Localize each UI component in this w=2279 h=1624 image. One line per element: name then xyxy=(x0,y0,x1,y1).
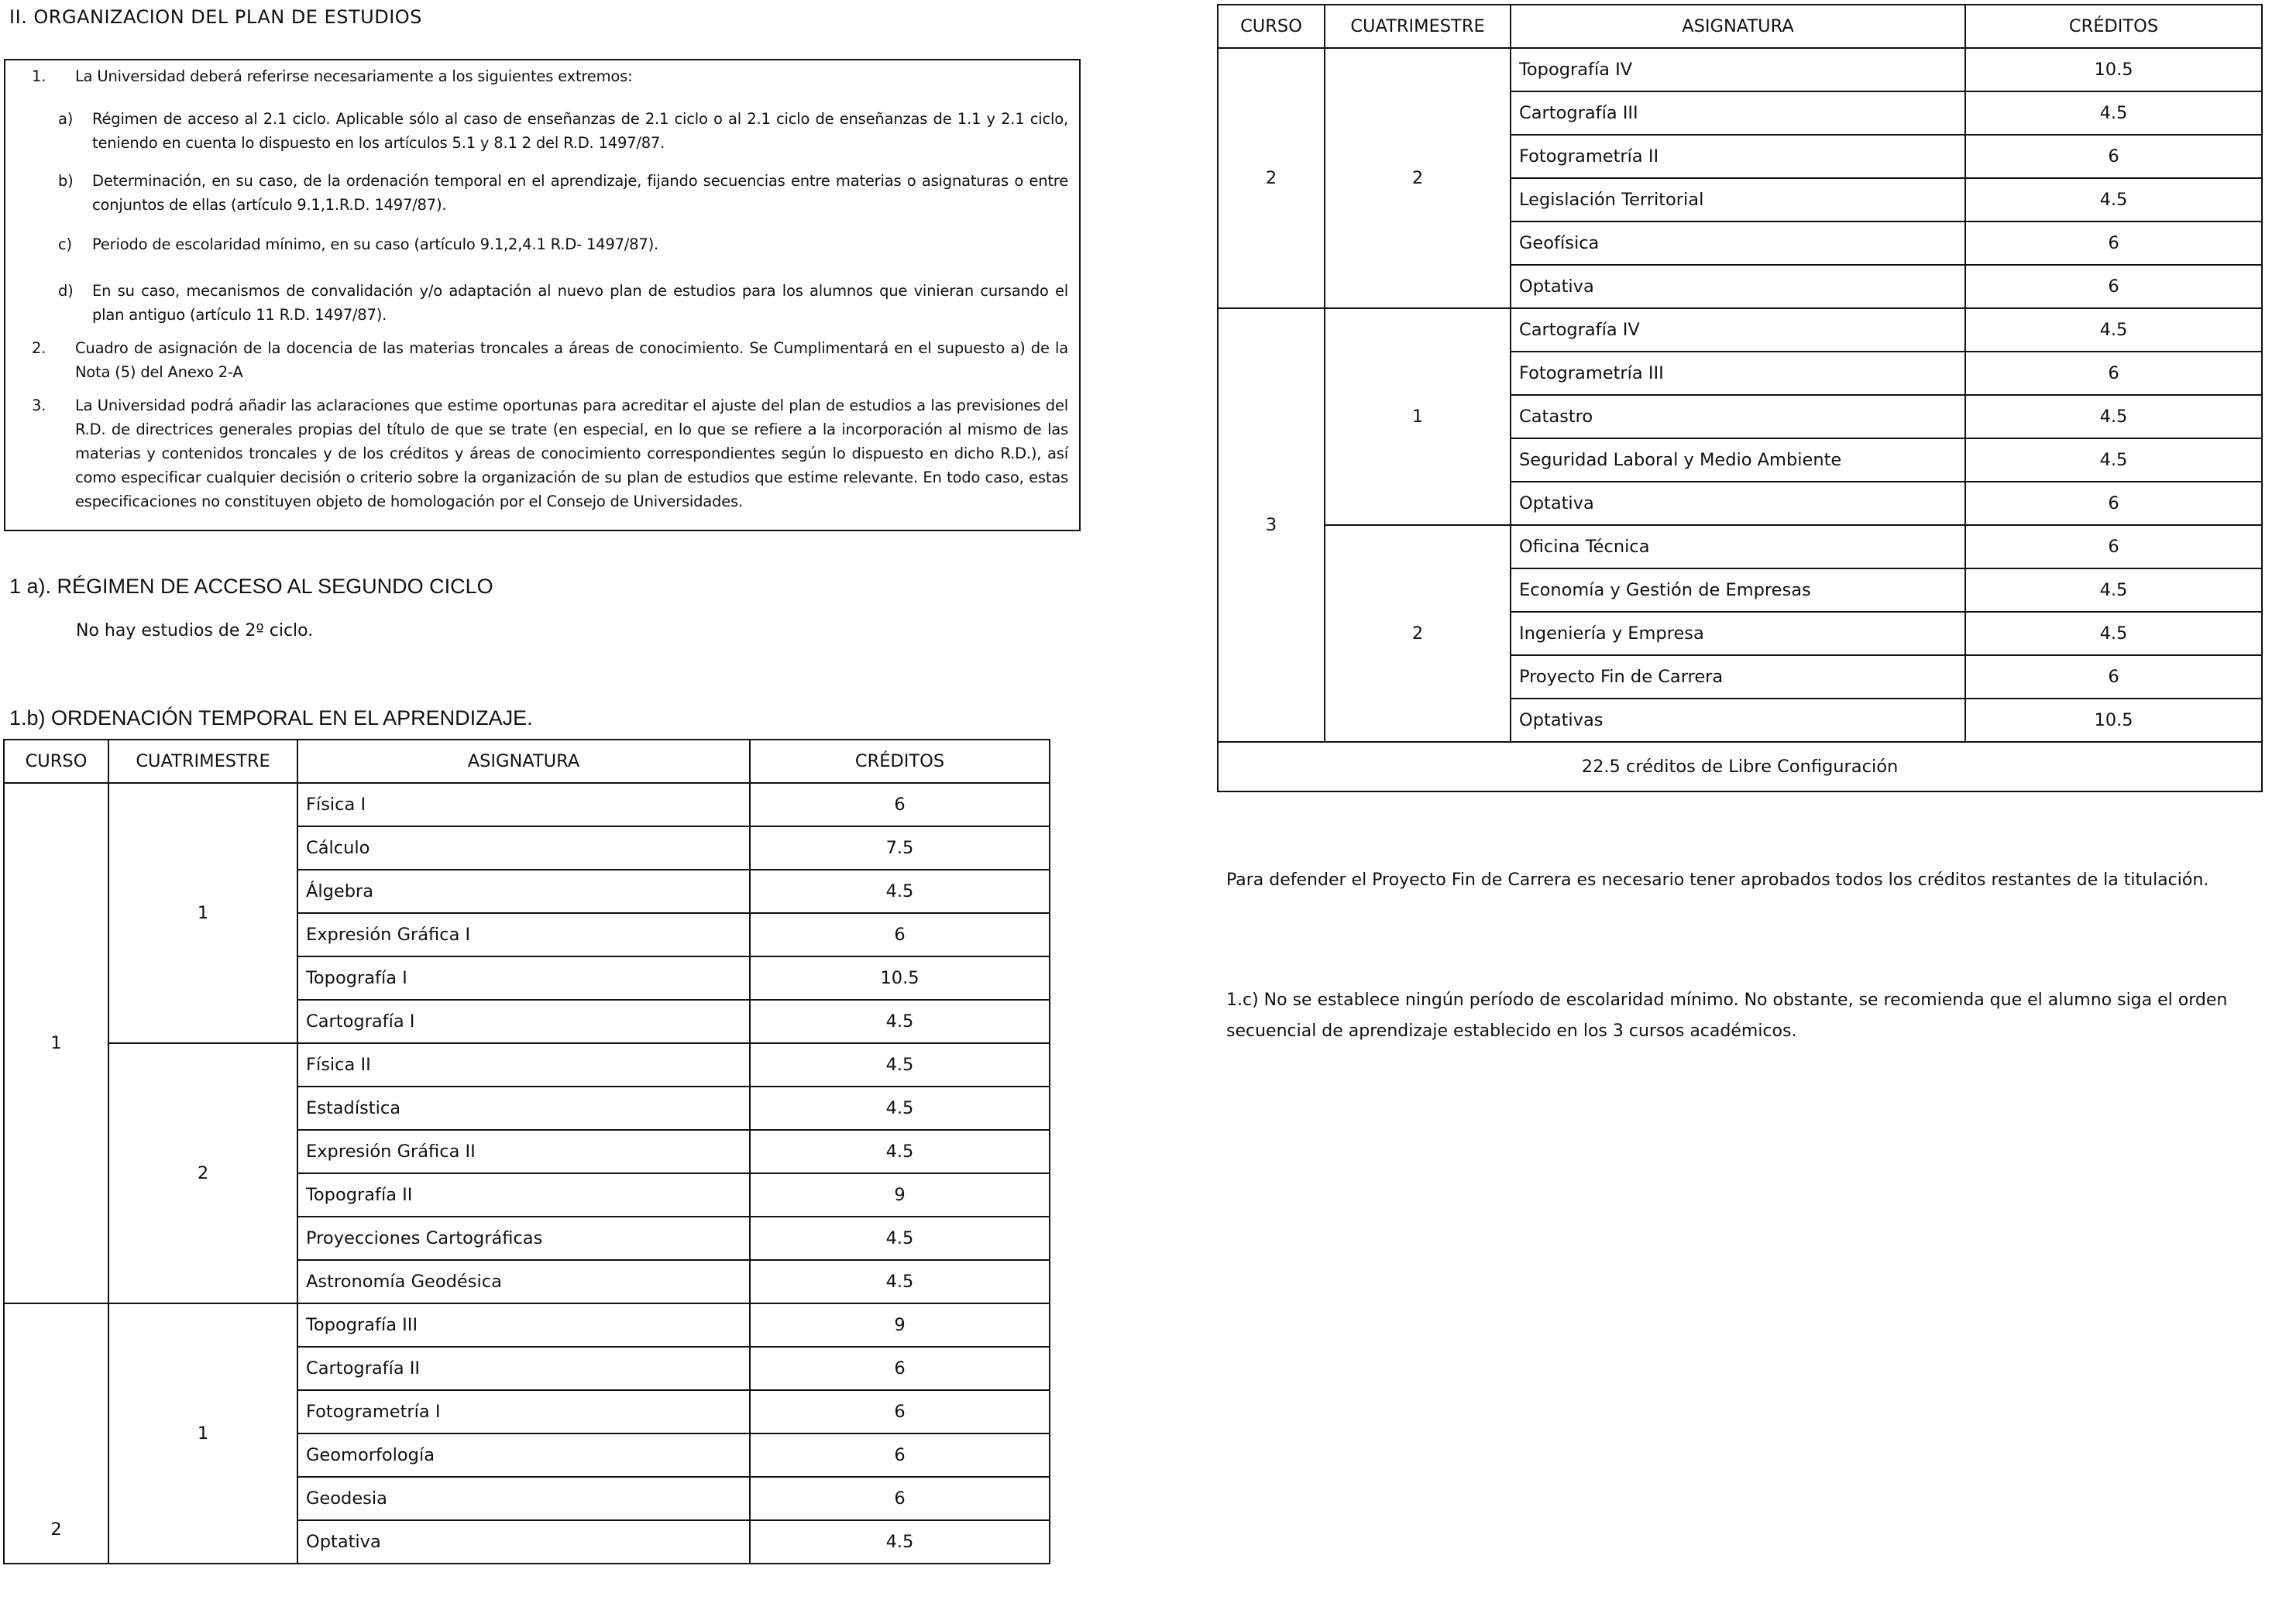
table-row xyxy=(4,1043,1050,1087)
item-3-number: 3. xyxy=(32,397,46,414)
item-c-text: Periodo de escolaridad mínimo, en su caso (artículo 9.1,2,4.1 R.D- 1497/87). xyxy=(92,235,658,253)
creditos-cell: 9 xyxy=(750,1173,1050,1217)
schedule-table-left xyxy=(3,739,1050,1564)
header-cuatrimestre: CUATRIMESTRE xyxy=(108,740,297,783)
creditos-cell: 6 xyxy=(750,913,1050,956)
creditos-cell: 7.5 xyxy=(750,826,1050,870)
item-2-number: 2. xyxy=(32,339,46,357)
item-a-text: Régimen de acceso al 2.1 ciclo. Aplicable sólo al caso de enseñanzas de 2.1 ciclo o al 2.1 ciclo de enseñanzas de 1.1 y 2.1 ciclo, teniendo en cuenta lo dispuesto en los artículos 5.1 y 8.1 2 del R.D. 1497/87. xyxy=(92,110,1068,152)
proyecto-note: Para defender el Proyecto Fin de Carrera es necesario tener aprobados todos los créditos restantes de la titulación. xyxy=(1226,870,2209,890)
table-row xyxy=(4,783,1050,826)
creditos-cell: 4.5 xyxy=(750,1043,1050,1087)
header-cuatrimestre: CUATRIMESTRE xyxy=(1325,5,1511,48)
item-b-text: Determinación, en su caso, de la ordenación temporal en el aprendizaje, fijando secuencias entre materias o asignaturas o entre conjuntos de ellas (artículo 9.1,1.R.D. 1497/87). xyxy=(92,172,1068,214)
table-row xyxy=(1218,525,2262,568)
creditos-cell: 4.5 xyxy=(750,1087,1050,1130)
creditos-cell: 10.5 xyxy=(750,956,1050,1000)
asignatura-cell: Topografía I xyxy=(297,956,750,1000)
asignatura-cell: Geofísica xyxy=(1511,221,1965,265)
asignatura-cell: Oficina Técnica xyxy=(1511,525,1965,568)
asignatura-cell: Fotogrametría I xyxy=(297,1390,750,1433)
asignatura-cell: Cartografía III xyxy=(1511,91,1965,135)
asignatura-cell: Cartografía IV xyxy=(1511,308,1965,352)
header-curso: CURSO xyxy=(4,740,108,783)
creditos-cell: 6 xyxy=(750,1433,1050,1477)
creditos-cell: 4.5 xyxy=(1965,612,2262,655)
section-1a-heading: 1 a). RÉGIMEN DE ACCESO AL SEGUNDO CICLO xyxy=(9,575,493,598)
creditos-cell: 4.5 xyxy=(750,1260,1050,1303)
item-d-label: d) xyxy=(58,282,74,300)
creditos-cell: 4.5 xyxy=(1965,568,2262,612)
asignatura-cell: Proyecciones Cartográficas xyxy=(297,1217,750,1260)
curso-cell: 2 xyxy=(4,1303,108,1564)
section-1a-text: No hay estudios de 2º ciclo. xyxy=(76,621,314,640)
header-asignatura: ASIGNATURA xyxy=(1511,5,1965,48)
creditos-cell: 6 xyxy=(1965,265,2262,308)
table-row xyxy=(1218,48,2262,91)
creditos-cell: 6 xyxy=(1965,221,2262,265)
section-1b-heading: 1.b) ORDENACIÓN TEMPORAL EN EL APRENDIZAJE. xyxy=(9,706,533,730)
asignatura-cell: Topografía IV xyxy=(1511,48,1965,91)
table-footer-row xyxy=(1218,742,2262,791)
item-a-label: a) xyxy=(58,110,74,128)
asignatura-cell: Fotogrametría III xyxy=(1511,352,1965,395)
asignatura-cell: Física I xyxy=(297,783,750,826)
asignatura-cell: Física II xyxy=(297,1043,750,1087)
asignatura-cell: Optativa xyxy=(1511,482,1965,525)
header-creditos: CRÉDITOS xyxy=(1965,5,2262,48)
creditos-cell: 6 xyxy=(750,1390,1050,1433)
curso-cell: 1 xyxy=(4,783,108,1303)
creditos-cell: 6 xyxy=(1965,655,2262,699)
asignatura-cell: Catastro xyxy=(1511,395,1965,438)
asignatura-cell: Expresión Gráfica I xyxy=(297,913,750,956)
asignatura-cell: Geomorfología xyxy=(297,1433,750,1477)
cuatrimestre-cell: 2 xyxy=(108,1043,297,1303)
asignatura-cell: Estadística xyxy=(297,1087,750,1130)
item-d-text: En su caso, mecanismos de convalidación y/o adaptación al nuevo plan de estudios para los alumnos que vinieran cursando el plan antiguo (artículo 11 R.D. 1497/87). xyxy=(92,282,1068,324)
creditos-cell: 9 xyxy=(750,1303,1050,1347)
item-b-label: b) xyxy=(58,172,74,190)
curso-cell: 3 xyxy=(1218,308,1325,742)
creditos-cell: 4.5 xyxy=(1965,178,2262,221)
asignatura-cell: Cartografía II xyxy=(297,1347,750,1390)
schedule-table-right xyxy=(1217,4,2263,792)
creditos-cell: 6 xyxy=(1965,525,2262,568)
cuatrimestre-cell: 2 xyxy=(1325,525,1511,742)
creditos-cell: 4.5 xyxy=(750,1000,1050,1043)
creditos-cell: 6 xyxy=(750,1347,1050,1390)
asignatura-cell: Geodesia xyxy=(297,1477,750,1520)
creditos-cell: 4.5 xyxy=(750,870,1050,913)
asignatura-cell: Expresión Gráfica II xyxy=(297,1130,750,1173)
header-asignatura: ASIGNATURA xyxy=(297,740,750,783)
asignatura-cell: Optativa xyxy=(297,1520,750,1564)
creditos-cell: 4.5 xyxy=(750,1217,1050,1260)
cuatrimestre-cell: 1 xyxy=(108,783,297,1043)
asignatura-cell: Álgebra xyxy=(297,870,750,913)
creditos-cell: 4.5 xyxy=(1965,308,2262,352)
header-creditos: CRÉDITOS xyxy=(750,740,1050,783)
asignatura-cell: Optativa xyxy=(1511,265,1965,308)
header-curso: CURSO xyxy=(1218,5,1325,48)
creditos-cell: 6 xyxy=(1965,352,2262,395)
asignatura-cell: Economía y Gestión de Empresas xyxy=(1511,568,1965,612)
creditos-cell: 6 xyxy=(1965,135,2262,178)
cuatrimestre-cell: 2 xyxy=(1325,48,1511,308)
page-title: II. ORGANIZACION DEL PLAN DE ESTUDIOS xyxy=(9,6,422,28)
escolaridad-note: 1.c) No se establece ningún período de escolaridad mínimo. No obstante, se recomienda que el alumno siga el orden secuencial de aprendizaje establecido en los 3 cursos académicos. xyxy=(1226,991,2228,1041)
table-row xyxy=(4,1303,1050,1347)
item-1-number: 1. xyxy=(32,67,46,85)
creditos-cell: 4.5 xyxy=(750,1520,1050,1564)
creditos-cell: 4.5 xyxy=(1965,91,2262,135)
creditos-cell: 6 xyxy=(750,1477,1050,1520)
asignatura-cell: Proyecto Fin de Carrera xyxy=(1511,655,1965,699)
asignatura-cell: Optativas xyxy=(1511,699,1965,742)
curso-cell: 2 xyxy=(1218,48,1325,308)
instructions-box xyxy=(4,59,1081,531)
creditos-cell: 6 xyxy=(1965,482,2262,525)
table-header-row xyxy=(1218,5,2262,48)
creditos-cell: 4.5 xyxy=(750,1130,1050,1173)
creditos-cell: 10.5 xyxy=(1965,699,2262,742)
creditos-cell: 4.5 xyxy=(1965,395,2262,438)
asignatura-cell: Fotogrametría II xyxy=(1511,135,1965,178)
asignatura-cell: Topografía III xyxy=(297,1303,750,1347)
item-c-label: c) xyxy=(58,235,72,253)
asignatura-cell: Seguridad Laboral y Medio Ambiente xyxy=(1511,438,1965,482)
table-row xyxy=(1218,308,2262,352)
creditos-cell: 4.5 xyxy=(1965,438,2262,482)
cuatrimestre-cell: 1 xyxy=(108,1303,297,1564)
asignatura-cell: Topografía II xyxy=(297,1173,750,1217)
asignatura-cell: Cartografía I xyxy=(297,1000,750,1043)
libre-configuracion-note: 22.5 créditos de Libre Configuración xyxy=(1218,742,2262,791)
asignatura-cell: Ingeniería y Empresa xyxy=(1511,612,1965,655)
table-header-row xyxy=(4,740,1050,783)
item-3-text: La Universidad podrá añadir las aclaraciones que estime oportunas para acreditar el ajuste del plan de estudios a las previsiones del R.D. de directrices generales propias del título de que se trate (en especial, en lo que se refiere a la incorporación al mismo de las materias y contenidos troncales y de los créditos y áreas de conocimiento correspondientes según lo dispuesto en dicho R.D.), así como especificar cualquier decisión o criterio sobre la organización de su plan de estudios que estime relevante. En todo caso, estas especificaciones no constituyen objeto de homologación por el Consejo de Universidades. xyxy=(75,397,1068,510)
creditos-cell: 6 xyxy=(750,783,1050,826)
asignatura-cell: Astronomía Geodésica xyxy=(297,1260,750,1303)
cuatrimestre-cell: 1 xyxy=(1325,308,1511,525)
asignatura-cell: Legislación Territorial xyxy=(1511,178,1965,221)
item-1-text: La Universidad deberá referirse necesariamente a los siguientes extremos: xyxy=(75,67,633,85)
creditos-cell: 10.5 xyxy=(1965,48,2262,91)
item-2-text: Cuadro de asignación de la docencia de las materias troncales a áreas de conocimiento. Se Cumplimentará en el supuesto a) de la Nota (5) del Anexo 2-A xyxy=(75,339,1068,381)
asignatura-cell: Cálculo xyxy=(297,826,750,870)
